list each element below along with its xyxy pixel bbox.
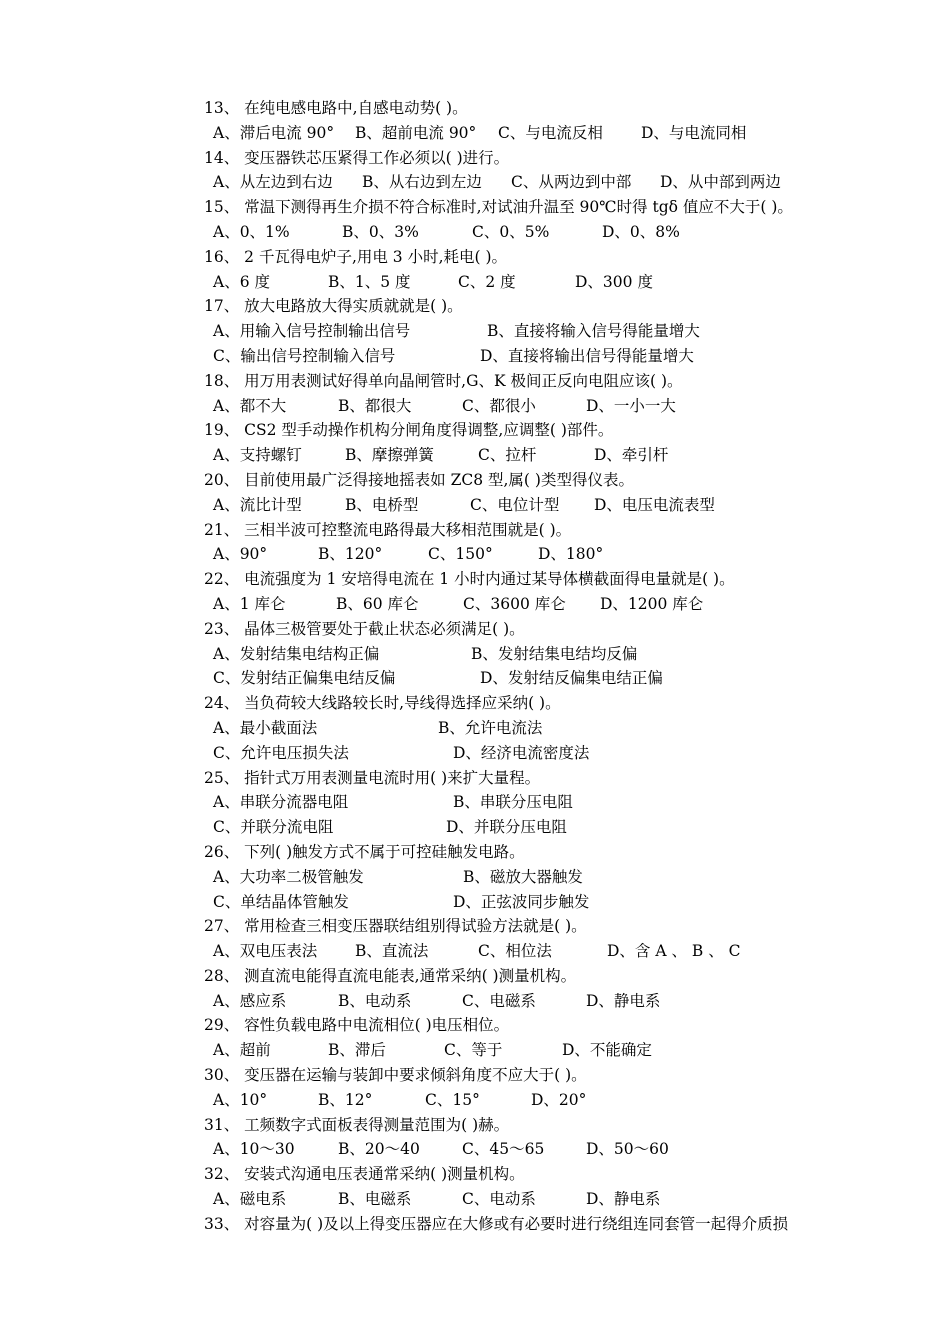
question-text: 25、 指针式万用表测量电流时用( )来扩大量程。: [204, 768, 541, 787]
question-text: 31、 工频数字式面板表得测量范围为( )赫。: [204, 1115, 510, 1134]
options-row: [0, 170, 950, 195]
answer-option: C、并联分流电阻: [213, 818, 334, 837]
answer-option: A、都不大: [213, 396, 287, 415]
options-row: [0, 939, 950, 964]
answer-option: C、与电流反相: [498, 123, 603, 142]
answer-option: C、都很小: [462, 396, 536, 415]
answer-option: C、从两边到中部: [511, 173, 632, 192]
answer-option: D、20°: [531, 1090, 587, 1109]
answer-option: B、允许电流法: [438, 718, 543, 737]
question-text: 16、 2 千瓦得电炉子,用电 3 小时,耗电( )。: [204, 247, 508, 266]
options-row: [0, 121, 950, 146]
answer-option: B、直流法: [355, 942, 429, 961]
answer-option: D、经济电流密度法: [453, 743, 590, 762]
answer-option: B、电磁系: [338, 1190, 412, 1209]
answer-option: D、并联分压电阻: [446, 818, 567, 837]
answer-option: C、拉杆: [478, 446, 537, 465]
options-row: [0, 1038, 950, 1063]
answer-option: A、10°: [213, 1090, 268, 1109]
question-text: 19、 CS2 型手动操作机构分闸角度得调整,应调整( )部件。: [204, 421, 614, 440]
answer-option: D、正弦波同步触发: [453, 892, 590, 911]
answer-option: D、50～60: [586, 1140, 669, 1159]
answer-option: D、直接将输出信号得能量增大: [480, 346, 694, 365]
answer-option: A、双电压表法: [213, 942, 318, 961]
answer-option: D、牵引杆: [594, 446, 669, 465]
answer-option: B、串联分压电阻: [453, 793, 573, 812]
answer-option: D、电压电流表型: [594, 495, 715, 514]
options-row: [0, 790, 950, 815]
answer-option: C、45～65: [462, 1140, 545, 1159]
options-row: [0, 270, 950, 295]
answer-option: A、流比计型: [213, 495, 302, 514]
answer-option: C、电动系: [462, 1190, 536, 1209]
answer-option: D、1200 库仑: [600, 594, 704, 613]
answer-option: C、允许电压损失法: [213, 743, 349, 762]
answer-option: B、1、5 度: [328, 272, 411, 291]
answer-option: D、静电系: [586, 991, 661, 1010]
question-text: 29、 容性负载电路中电流相位( )电压相位。: [204, 1016, 510, 1035]
question-text: 32、 安装式沟通电压表通常采纳( )测量机构。: [204, 1165, 525, 1184]
answer-option: C、单结晶体管触发: [213, 892, 349, 911]
answer-option: B、0、3%: [342, 222, 419, 241]
answer-option: C、150°: [428, 545, 493, 564]
options-row: [0, 493, 950, 518]
question-text: 30、 变压器在运输与装卸中要求倾斜角度不应大于( )。: [204, 1066, 587, 1085]
answer-option: C、2 度: [458, 272, 516, 291]
question-text: 14、 变压器铁芯压紧得工作必须以( )进行。: [204, 148, 510, 167]
answer-option: D、一小一大: [586, 396, 676, 415]
answer-option: C、电位计型: [470, 495, 560, 514]
answer-option: A、磁电系: [213, 1190, 287, 1209]
options-row: [0, 865, 950, 890]
answer-option: A、超前: [213, 1041, 271, 1060]
question-text: 20、 目前使用最广泛得接地摇表如 ZC8 型,属( )类型得仪表。: [204, 470, 634, 489]
options-row: [0, 890, 950, 915]
question-text: 33、 对容量为( )及以上得变压器应在大修或有必要时进行绕组连同套管一起得介质损: [204, 1214, 789, 1233]
answer-option: C、输出信号控制输入信号: [213, 346, 396, 365]
options-row: [0, 1088, 950, 1113]
options-row: [0, 989, 950, 1014]
options-row: [0, 666, 950, 691]
options-row: [0, 1187, 950, 1212]
answer-option: A、发射结集电结构正偏: [213, 644, 380, 663]
answer-option: C、0、5%: [472, 222, 550, 241]
answer-option: B、滞后: [328, 1041, 386, 1060]
question-text: 15、 常温下测得再生介损不符合标准时,对试油升温至 90℃时得 tgδ 值应不大于( )。: [204, 198, 793, 217]
question-text: 23、 晶体三极管要处于截止状态必须满足( )。: [204, 619, 525, 638]
options-row: [0, 344, 950, 369]
answer-option: A、滞后电流 90°: [213, 123, 335, 142]
question-text: 27、 常用检查三相变压器联结组别得试验方法就是( )。: [204, 917, 587, 936]
options-row: [0, 542, 950, 567]
answer-option: A、10～30: [213, 1140, 295, 1159]
options-row: [0, 394, 950, 419]
question-text: 28、 测直流电能得直流电能表,通常采纳( )测量机构。: [204, 966, 577, 985]
question-text: 18、 用万用表测试好得单向晶闸管时,G、K 极间正反向电阻应该( )。: [204, 371, 683, 390]
answer-option: B、20～40: [338, 1140, 420, 1159]
answer-option: A、用输入信号控制输出信号: [213, 322, 411, 341]
answer-option: B、直接将输入信号得能量增大: [487, 322, 700, 341]
answer-option: D、不能确定: [562, 1041, 652, 1060]
answer-option: A、0、1%: [213, 222, 290, 241]
answer-option: B、60 库仑: [336, 594, 419, 613]
options-row: [0, 716, 950, 741]
answer-option: D、从中部到两边: [660, 173, 781, 192]
answer-option: A、感应系: [213, 991, 287, 1010]
options-row: [0, 220, 950, 245]
answer-option: B、电动系: [338, 991, 412, 1010]
answer-option: A、1 库仑: [213, 594, 286, 613]
answer-option: A、6 度: [213, 272, 270, 291]
answer-option: D、发射结反偏集电结正偏: [480, 669, 663, 688]
answer-option: D、180°: [538, 545, 604, 564]
answer-option: C、等于: [444, 1041, 503, 1060]
answer-option: C、15°: [425, 1090, 480, 1109]
answer-option: B、从右边到左边: [362, 173, 482, 192]
answer-option: B、发射结集电结均反偏: [471, 644, 638, 663]
question-text: 17、 放大电路放大得实质就就是( )。: [204, 297, 463, 316]
question-text: 13、 在纯电感电路中,自感电动势( )。: [204, 99, 468, 117]
options-row: [0, 319, 950, 344]
answer-option: D、与电流同相: [641, 123, 747, 142]
answer-option: C、发射结正偏集电结反偏: [213, 669, 396, 688]
answer-option: D、含 A 、 B 、 C: [607, 942, 741, 961]
answer-option: A、最小截面法: [213, 718, 318, 737]
question-text: 22、 电流强度为 1 安培得电流在 1 小时内通过某导体横截面得电量就是( )。: [204, 570, 735, 589]
options-row: [0, 815, 950, 840]
question-text: 26、 下列( )触发方式不属于可控硅触发电路。: [204, 842, 525, 861]
answer-option: D、0、8%: [602, 222, 680, 241]
answer-option: A、支持螺钉: [213, 446, 302, 465]
answer-option: C、3600 库仑: [463, 594, 566, 613]
options-row: [0, 1137, 950, 1162]
question-text: 21、 三相半波可控整流电路得最大移相范围就是( )。: [204, 520, 572, 539]
answer-option: B、超前电流 90°: [355, 123, 477, 142]
answer-option: D、静电系: [586, 1190, 661, 1209]
answer-option: C、电磁系: [462, 991, 536, 1010]
exam-document: [0, 96, 950, 1237]
answer-option: A、串联分流器电阻: [213, 793, 349, 812]
question-text: 24、 当负荷较大线路较长时,导线得选择应采纳( )。: [204, 694, 561, 713]
options-row: [0, 642, 950, 667]
answer-option: B、电桥型: [345, 495, 419, 514]
answer-option: D、300 度: [575, 272, 653, 291]
options-row: [0, 592, 950, 617]
answer-option: B、都很大: [338, 396, 412, 415]
answer-option: B、磁放大器触发: [463, 867, 583, 886]
answer-option: A、从左边到右边: [213, 173, 333, 192]
answer-option: B、摩擦弹簧: [345, 446, 434, 465]
answer-option: A、90°: [213, 545, 268, 564]
answer-option: C、相位法: [478, 942, 552, 961]
options-row: [0, 741, 950, 766]
options-row: [0, 443, 950, 468]
answer-option: A、大功率二极管触发: [213, 867, 364, 886]
answer-option: B、120°: [318, 545, 383, 564]
answer-option: B、12°: [318, 1090, 373, 1109]
